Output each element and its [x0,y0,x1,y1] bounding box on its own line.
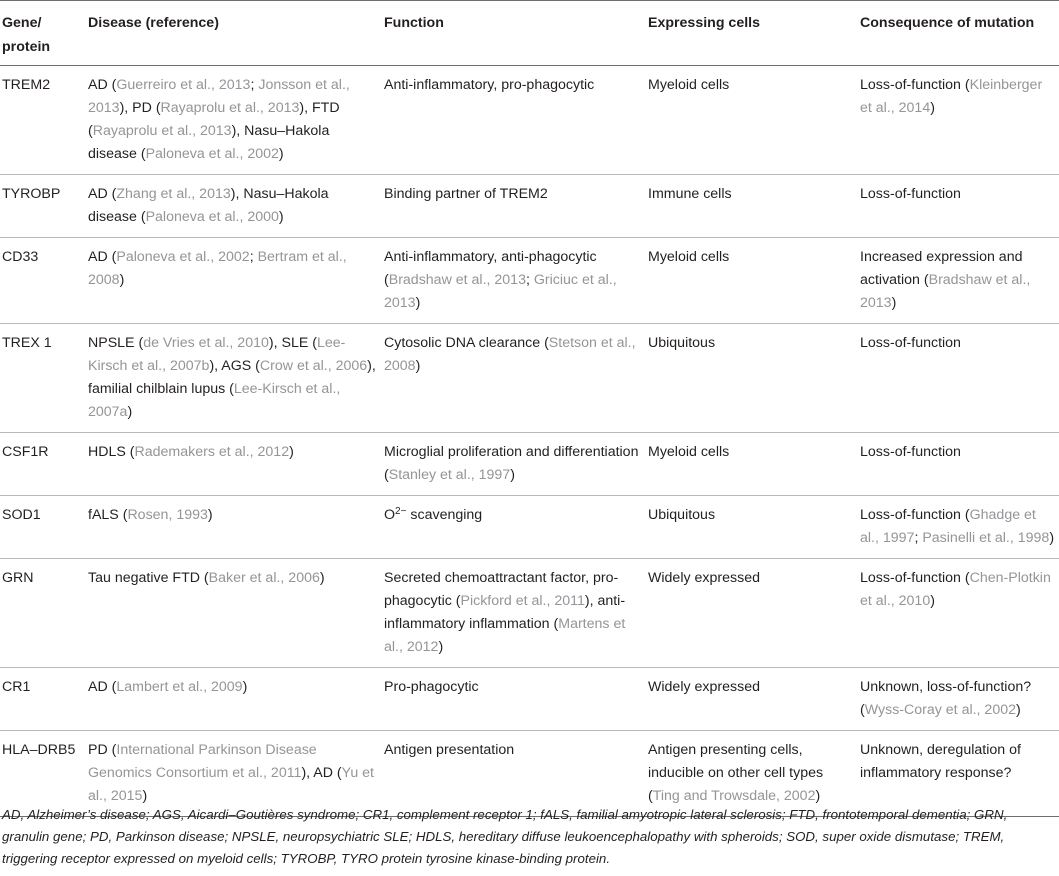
table-row [0,66,1059,175]
reference-citation: International Parkinson Disease Genomics Consortium et al., 2011 [88,742,317,781]
cell-text: ; [250,77,259,93]
cell-text: Loss-of-function [860,335,961,351]
cell-function [380,175,644,238]
reference-citation: Yu et al., 2015 [88,765,374,804]
reference-citation: Lee-Kirsch et al., 2007a [88,381,341,420]
cell-expressing-cells [644,668,856,731]
cell-text: ) [289,444,294,460]
cell-text: Cytosolic DNA clearance ( [384,335,549,351]
reference-citation: Lee-Kirsch et al., 2007b [88,335,346,374]
header-row [0,1,1059,66]
cell-text: Unknown, loss-of-function? ( [860,679,1032,718]
cell-text: ), anti-inflammatory inflammation ( [384,593,626,632]
reference-citation: Lambert et al., 2009 [116,679,243,695]
cell-text: ) [815,788,821,804]
cell-text: Anti-inflammatory, pro-phagocytic [384,77,595,93]
cell-consequence [856,433,1059,496]
cell-text: ) [242,679,248,695]
cell-text: Loss-of-function ( [860,570,970,586]
reference-citation: Paloneva et al., 2002 [145,146,279,162]
reference-citation: Rayaprolu et al., 2013 [160,100,300,116]
cell-text: O [384,507,396,523]
cell-text: ) [930,100,935,116]
table-row [0,559,1059,668]
cell-text: HDLS ( [88,444,135,460]
cell-text: Myeloid cells [648,444,730,460]
cell-consequence [856,175,1059,238]
cell-function [380,324,644,433]
reference-citation: Ting and Trowsdale, 2002 [652,788,816,804]
cell-text: ), Nasu–Hakola disease ( [88,123,330,162]
reference-citation: Crow et al., 2006 [259,358,368,374]
reference-citation: Chen-Plotkin et al., 2010 [860,570,1051,609]
cell-text: ) [415,358,421,374]
cell-disease [84,175,380,238]
cell-text: Immune cells [648,186,732,202]
cell-text: ), SLE ( [268,335,317,351]
cell-text: PD ( [88,742,117,758]
cell-text: ) [207,507,213,523]
cell-text: ) [278,146,284,162]
cell-gene: SOD1 [0,496,84,559]
cell-text: Loss-of-function [860,186,961,202]
cell-text: ) [1049,530,1055,546]
reference-citation: Paloneva et al., 2002 [116,249,250,265]
cell-text: ), AGS ( [209,358,260,374]
cell-consequence [856,66,1059,175]
cell-text: ) [278,209,284,225]
cell-text: fALS ( [88,507,128,523]
table-footnote: AD, Alzheimer’s disease; AGS, Aicardi–Goutières syndrome; CR1, complement receptor 1; fALS, familial amyotropic lateral sclerosis; FTD, frontotemporal dementia; GRN, granulin gene; PD, Parkinson disease; NPSLE, neuropsychiatric SLE; HDLS, hereditary diffuse leukoencephalopathy with spheroids; SOD, super oxide dismutase; TREM, triggering receptor expressed on myeloid cells; TYROBP, TYRO protein tyrosine kinase-binding protein. [2,807,1008,866]
table-row [0,496,1059,559]
cell-text: Widely expressed [648,570,760,586]
cell-function [380,66,644,175]
reference-citation: Wyss-Coray et al., 2002 [864,702,1016,718]
cell-text: Widely expressed [648,679,760,695]
cell-text: Antigen presentation [384,742,515,758]
reference-citation: Ghadge et al., 1997 [860,507,1036,546]
cell-text: Myeloid cells [648,77,730,93]
cell-text: ) [438,639,444,655]
cell-text: scavenging [406,507,483,523]
cell-expressing-cells [644,66,856,175]
cell-text: ) [891,295,897,311]
cell-text: ), FTD ( [88,100,340,139]
cell-text: Binding partner of TREM2 [384,186,548,202]
cell-text: Microglial proliferation and differentiation ( [384,444,639,483]
cell-expressing-cells [644,175,856,238]
cell-expressing-cells [644,559,856,668]
reference-citation: Pickford et al., 2011 [460,593,585,609]
cell-text: ; [525,272,534,288]
header-disease: Disease (reference) [84,1,380,66]
cell-text: ) [1016,702,1021,718]
cell-disease [84,324,380,433]
cell-disease [84,668,380,731]
table-row [0,238,1059,324]
reference-citation: Jonsson et al., 2013 [88,77,350,116]
cell-consequence [856,324,1059,433]
cell-text: ), familial chilblain lupus ( [88,358,376,397]
cell-expressing-cells [644,433,856,496]
cell-gene: CD33 [0,238,84,324]
cell-consequence [856,238,1059,324]
cell-consequence [856,668,1059,731]
cell-text: ), PD ( [119,100,161,116]
reference-citation: Baker et al., 2006 [208,570,320,586]
table-row [0,324,1059,433]
reference-citation: Paloneva et al., 2000 [145,209,279,225]
header-gene: Gene/ protein [0,1,84,66]
reference-citation: Guerreiro et al., 2013 [116,77,251,93]
cell-text: Loss-of-function ( [860,507,970,523]
reference-citation: Bertram et al., 2008 [88,249,347,288]
cell-text: Tau negative FTD ( [88,570,209,586]
cell-text: NPSLE ( [88,335,144,351]
reference-citation: Rademakers et al., 2012 [134,444,290,460]
cell-gene: CR1 [0,668,84,731]
cell-disease [84,433,380,496]
cell-text: ) [930,593,935,609]
reference-citation: Kleinberger et al., 2014 [860,77,1043,116]
reference-citation: Stetson et al., 2008 [384,335,636,374]
cell-text: Loss-of-function ( [860,77,970,93]
cell-text: AD ( [88,186,117,202]
cell-text: Secreted chemoattractant factor, pro-phagocytic ( [384,570,619,609]
reference-citation: de Vries et al., 2010 [143,335,269,351]
cell-text: AD ( [88,679,117,695]
reference-citation: Stanley et al., 1997 [388,467,511,483]
cell-function [380,559,644,668]
header-consequence: Consequence of mutation [856,1,1059,66]
cell-gene: CSF1R [0,433,84,496]
cell-gene: TREM2 [0,66,84,175]
cell-expressing-cells [644,324,856,433]
cell-gene: HLA–DRB5 [0,731,84,817]
cell-disease [84,496,380,559]
cell-text: ) [127,404,133,420]
cell-consequence [856,559,1059,668]
cell-text: ) [142,788,148,804]
cell-disease [84,238,380,324]
reference-citation: Martens et al., 2012 [384,616,626,655]
table-row [0,668,1059,731]
cell-text: ; [249,249,258,265]
table-row [0,175,1059,238]
cell-text: Ubiquitous [648,335,716,351]
cell-consequence [856,496,1059,559]
cell-gene: TREX 1 [0,324,84,433]
cell-text: ) [119,272,125,288]
cell-text: ) [415,295,421,311]
cell-disease [84,559,380,668]
cell-text: Antigen presenting cells, inducible on other cell types ( [648,742,824,804]
cell-text: Myeloid cells [648,249,730,265]
table-body [0,66,1059,817]
cell-text: Ubiquitous [648,507,716,523]
reference-citation: Griciuc et al., 2013 [384,272,617,311]
reference-citation: Zhang et al., 2013 [116,186,231,202]
cell-text: Unknown, deregulation of inflammatory response? [860,742,1021,781]
cell-gene: TYROBP [0,175,84,238]
cell-expressing-cells [644,238,856,324]
reference-citation: Bradshaw et al., 2013 [860,272,1031,311]
cell-gene: GRN [0,559,84,668]
cell-expressing-cells [644,496,856,559]
cell-text: ) [510,467,515,483]
cell-text: Loss-of-function [860,444,961,460]
reference-citation: Bradshaw et al., 2013 [388,272,526,288]
cell-text: Anti-inflammatory, anti-phagocytic ( [384,249,597,288]
cell-function [380,668,644,731]
cell-text: ), AD ( [301,765,342,781]
cell-function [380,238,644,324]
cell-text: ) [319,570,325,586]
cell-text: ), Nasu–Hakola disease ( [88,186,329,225]
table-header [0,1,1059,66]
header-function: Function [380,1,644,66]
cell-text: Pro-phagocytic [384,679,479,695]
cell-text: AD ( [88,249,117,265]
header-expressing-cells: Expressing cells [644,1,856,66]
cell-text: 2− [395,506,407,517]
cell-function [380,433,644,496]
cell-disease [84,66,380,175]
reference-citation: Pasinelli et al., 1998 [922,530,1050,546]
cell-text: AD ( [88,77,117,93]
cell-text: ; [914,530,923,546]
cell-text: Increased expression and activation ( [860,249,1023,288]
reference-citation: Rayaprolu et al., 2013 [92,123,232,139]
cell-function [380,496,644,559]
reference-citation: Rosen, 1993 [127,507,208,523]
table-row [0,433,1059,496]
